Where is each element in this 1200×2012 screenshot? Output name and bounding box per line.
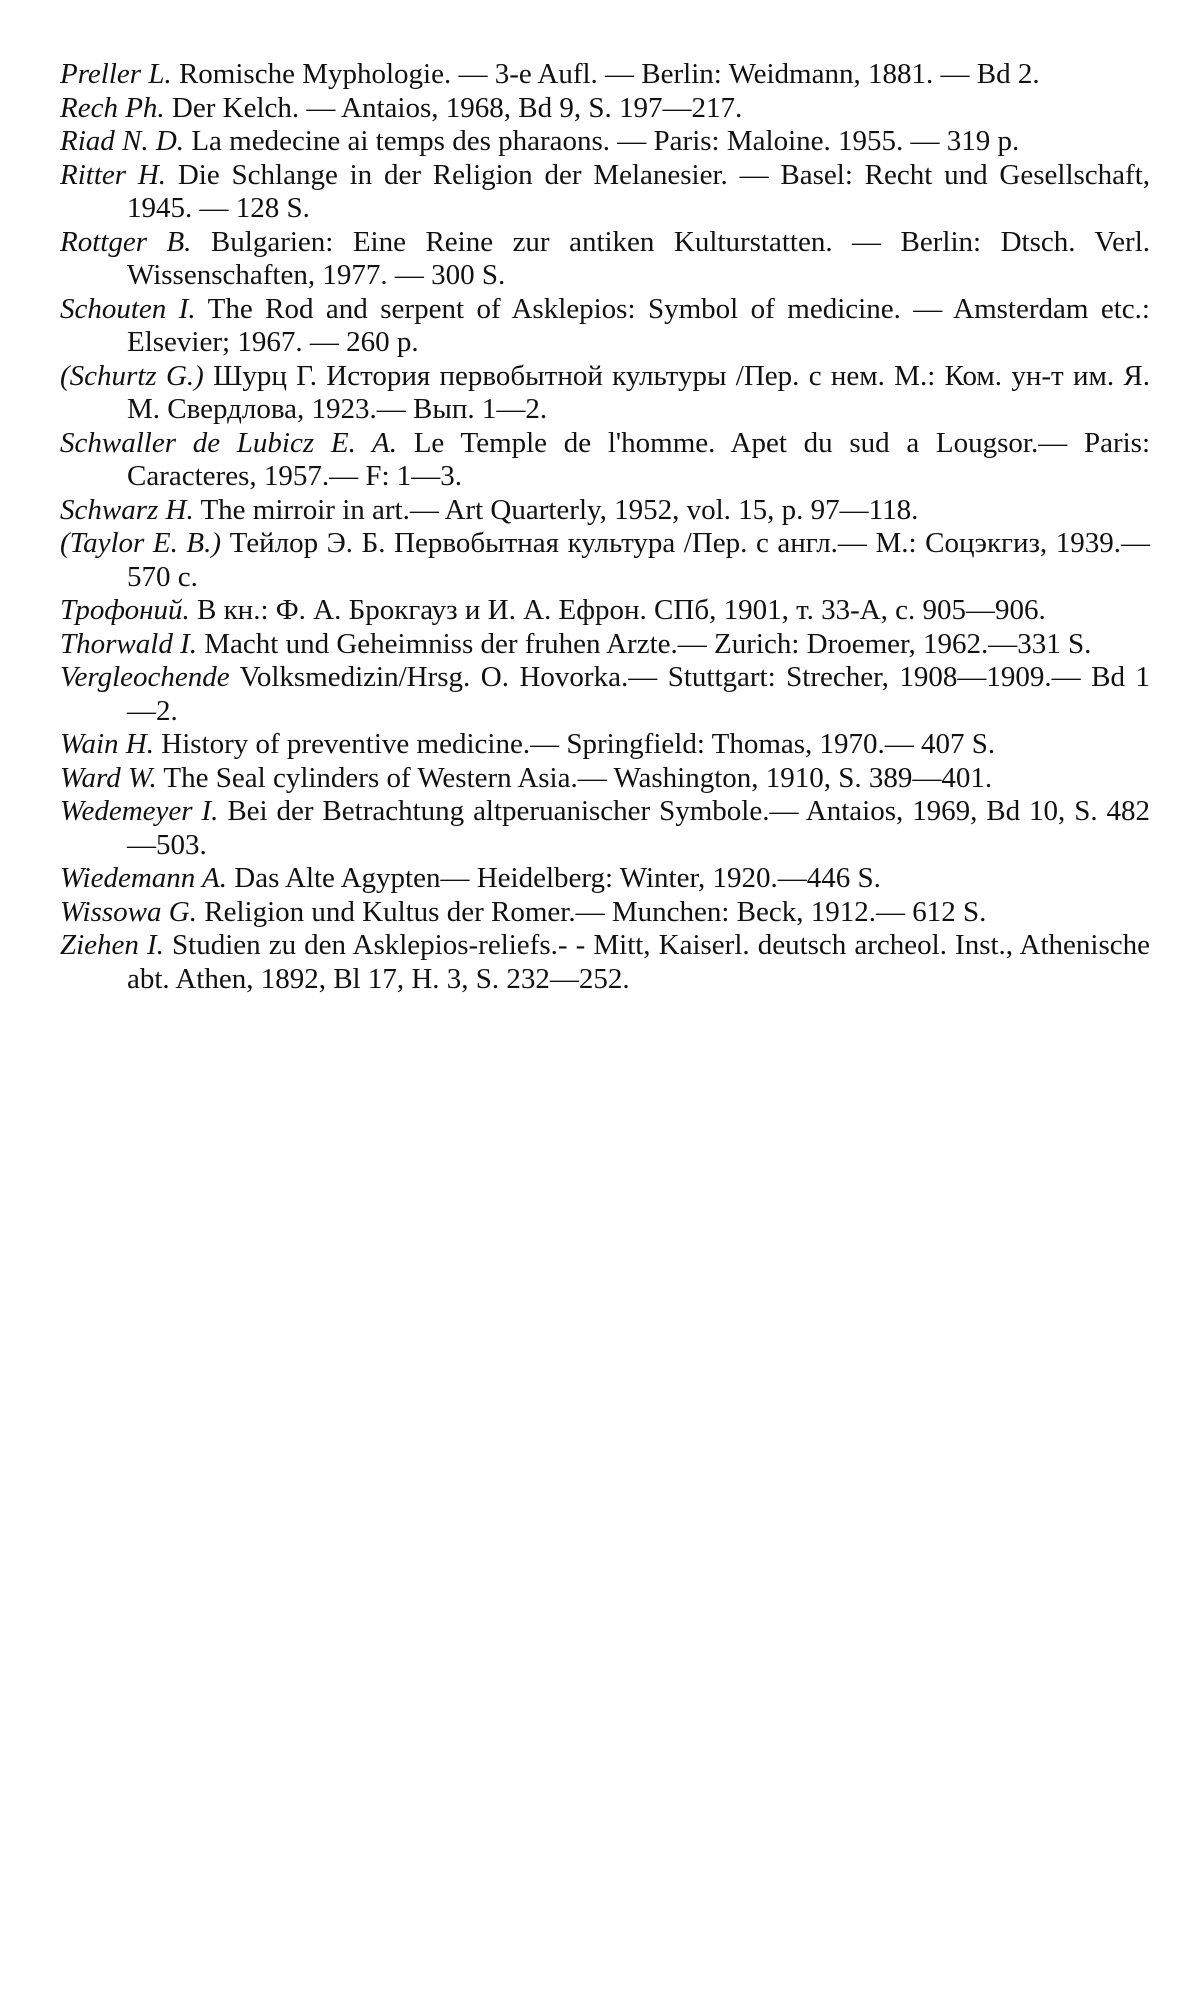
entry-text: Der Kelch. — Antaios, 1968, Bd 9, S. 197—217.	[164, 91, 743, 124]
entry-author: Vergleochende	[60, 661, 230, 693]
entry-author: Rottger B.	[60, 225, 192, 258]
bibliography-entry	[60, 360, 1150, 427]
entry-text: The Rod and serpent of Asklepios: Symbol of medicine. — Amsterdam etc.: Elsevier; 1967. — 260 p.	[127, 292, 1150, 358]
entry-text: La medecine ai temps des pharaons. — Paris: Maloine. 1955. — 319 p.	[184, 125, 1020, 157]
bibliography-entry	[60, 795, 1150, 862]
bibliography-entry	[60, 293, 1150, 360]
entry-text: Studien zu den Asklepios-reliefs.- - Mitt, Kaiserl. deutsch archeol. Inst., Athenische abt. Athen, 1892, Bl 17, H. 3, S. 232—252.	[127, 929, 1150, 995]
entry-author: Wain H.	[60, 728, 154, 760]
entry-author: (Taylor E. B.)	[60, 527, 222, 559]
bibliography-entry	[60, 594, 1150, 628]
entry-text: Le Temple de l'homme. Apet du sud a Lougsor.— Paris: Caracteres, 1957.— F: 1—3.	[127, 426, 1151, 492]
bibliography-entry	[60, 125, 1150, 159]
entry-author: Schwaller de Lubicz E. A.	[60, 426, 397, 459]
entry-text: Das Alte Agypten— Heidelberg: Winter, 1920.—446 S.	[227, 862, 881, 894]
entry-author: Preller L.	[60, 58, 172, 90]
bibliography-entry	[60, 494, 1150, 528]
bibliography-entry	[60, 762, 1150, 796]
entry-text: Romische Myphologie. — 3-e Aufl. — Berlin: Weidmann, 1881. — Bd 2.	[171, 58, 1040, 90]
entry-author: Ziehen I.	[60, 929, 164, 961]
entry-author: Thorwald I.	[60, 627, 197, 660]
entry-author: Riad N. D.	[60, 125, 185, 157]
bibliography-list	[60, 58, 1150, 996]
entry-author: Ward W.	[60, 761, 157, 794]
bibliography-entry	[60, 427, 1150, 494]
bibliography-entry	[60, 728, 1150, 762]
bibliography-entry	[60, 527, 1150, 594]
entry-text: Die Schlange in der Religion der Melanesier. — Basel: Recht und Gesellschaft, 1945. — 128 S.	[127, 158, 1150, 224]
entry-text: Bulgarien: Eine Reine zur antiken Kulturstatten. — Berlin: Dtsch. Verl. Wissenschaften, 1977. — 300 S.	[127, 225, 1150, 291]
bibliography-entry	[60, 661, 1150, 728]
entry-text: Volksmedizin/Hrsg. O. Hovorka.— Stuttgart: Strecher, 1908—1909.— Bd 1—2.	[127, 661, 1150, 727]
bibliography-entry	[60, 159, 1150, 226]
entry-author: Wedemeyer I.	[60, 795, 219, 827]
entry-text: Тейлор Э. Б. Первобытная культура /Пер. с англ.— М.: Соцэкгиз, 1939.—570 с.	[127, 527, 1150, 593]
entry-author: Ritter H.	[60, 158, 167, 191]
entry-text: Bei der Betrachtung altperuanischer Symbole.— Antaios, 1969, Bd 10, S. 482—503.	[127, 795, 1150, 861]
entry-author: Wissowa G.	[60, 895, 197, 928]
entry-text: Religion und Kultus der Romer.— Munchen: Beck, 1912.— 612 S.	[196, 895, 987, 928]
entry-text: Macht und Geheimniss der fruhen Arzte.— Zurich: Droemer, 1962.—331 S.	[196, 627, 1092, 660]
bibliography-entry	[60, 92, 1150, 126]
entry-author: Rech Ph.	[60, 91, 165, 124]
bibliography-entry	[60, 226, 1150, 293]
bibliography-entry	[60, 628, 1150, 662]
entry-author: Schwarz H.	[60, 493, 194, 526]
entry-author: (Schurtz G.)	[60, 359, 204, 392]
entry-author: Трофоний.	[60, 594, 190, 626]
entry-text: В кн.: Ф. А. Брокгауз и И. А. Ефрон. СПб, 1901, т. 33-А, с. 905—906.	[189, 594, 1046, 626]
bibliography-entry	[60, 929, 1150, 996]
entry-author: Schouten I.	[60, 292, 196, 325]
entry-text: The mirroir in art.— Art Quarterly, 1952, vol. 15, p. 97—118.	[193, 493, 919, 526]
entry-text: Шурц Г. История первобытной культуры /Пер. с нем. М.: Ком. ун-т им. Я. М. Свердлова, 1923.— Вып. 1—2.	[127, 359, 1151, 425]
bibliography-entry	[60, 58, 1150, 92]
entry-author: Wiedemann A.	[60, 862, 227, 894]
entry-text: History of preventive medicine.— Springfield: Thomas, 1970.— 407 S.	[154, 728, 996, 760]
bibliography-entry	[60, 862, 1150, 896]
bibliography-entry	[60, 896, 1150, 930]
entry-text: The Seal cylinders of Western Asia.— Washington, 1910, S. 389—401.	[156, 761, 993, 794]
